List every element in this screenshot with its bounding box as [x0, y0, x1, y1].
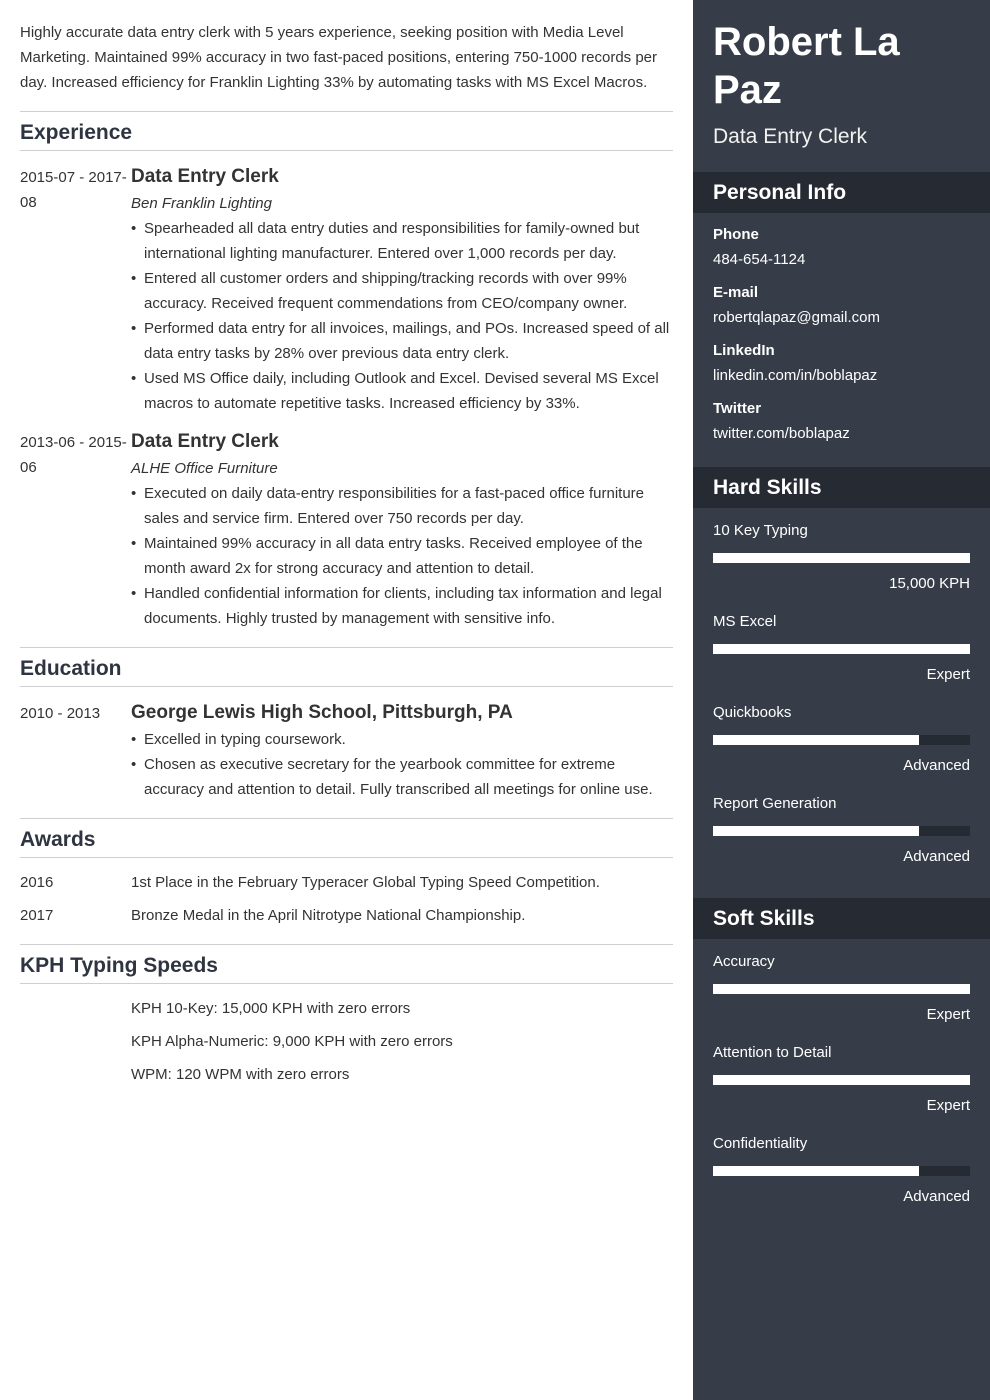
skill-bar [713, 1075, 970, 1085]
kph-text: KPH 10-Key: 15,000 KPH with zero errors [131, 1000, 411, 1017]
skill-level: Advanced [903, 1188, 970, 1205]
bullet-item: • Spearheaded all data entry duties and responsibilities for family-owned but international lighting manufacturer. Entered over 1,000 records per day. [131, 216, 673, 266]
soft-skills-heading: Soft Skills [693, 898, 990, 939]
skill-bar-fill [713, 1075, 970, 1085]
bullet-item: • Used MS Office daily, including Outlook and Excel. Devised several MS Excel macros to automate repetitive tasks. Increased efficiency by 33%. [131, 366, 673, 416]
skill-bar-fill [713, 735, 919, 745]
skill-name: 10 Key Typing [713, 522, 808, 539]
education-heading: Education [20, 648, 673, 687]
bullet-item: • Maintained 99% accuracy in all data entry tasks. Received employee of the month award 2x for strong accuracy and attention to detail. [131, 531, 673, 581]
bullet-item: • Excelled in typing coursework. [131, 727, 673, 752]
skill-item [713, 1042, 970, 1117]
summary: Highly accurate data entry clerk with 5 years experience, seeking position with Media Level Marketing. Maintained 99% accuracy in two fast-paced positions, entering 750-1000 records per day. Increased efficiency for Franklin Lighting 33% by automating tasks with MS Excel Macros. [20, 24, 658, 91]
email-value[interactable]: robertqlapaz@gmail.com [713, 309, 880, 326]
experience-date: 2015-07 - 2017-08 [20, 169, 127, 211]
skill-level: Expert [926, 1097, 970, 1114]
skill-level: 15,000 KPH [889, 575, 970, 592]
candidate-role: Data Entry Clerk [713, 125, 868, 148]
skill-name: MS Excel [713, 613, 777, 630]
skill-bar [713, 735, 970, 745]
skill-level: Expert [926, 1006, 970, 1023]
info-label: Twitter [713, 400, 762, 417]
experience-entry [20, 165, 673, 416]
skill-name: Attention to Detail [713, 1044, 832, 1061]
skill-item [713, 611, 970, 686]
skill-bar-fill [713, 826, 919, 836]
award-text: 1st Place in the February Typeracer Global Typing Speed Competition. [131, 874, 600, 891]
skill-bar [713, 984, 970, 994]
info-label: LinkedIn [713, 342, 775, 359]
skill-name: Confidentiality [713, 1135, 808, 1152]
bullet-item: • Entered all customer orders and shipping/tracking records with over 99% accuracy. Received frequent commendations from CEO/company owner. [131, 266, 673, 316]
experience-entry [20, 430, 673, 631]
skill-bar-fill [713, 1166, 919, 1176]
skill-bar [713, 1166, 970, 1176]
award-text: Bronze Medal in the April Nitrotype National Championship. [131, 907, 526, 924]
hard-skills-heading: Hard Skills [693, 467, 990, 508]
twitter-value[interactable]: twitter.com/boblapaz [713, 425, 850, 442]
bullet-item: • Executed on daily data-entry responsibilities for a fast-paced office furniture sales and service firm. Entered over 750 records per day. [131, 481, 673, 531]
bullet-item: • Handled confidential information for clients, including tax information and legal documents. Highly trusted by management with sensitive info. [131, 581, 673, 631]
info-label: Phone [713, 226, 759, 243]
skill-bar-fill [713, 553, 970, 563]
education-section [20, 647, 673, 802]
job-title: Data Entry Clerk [131, 431, 279, 452]
education-date: 2010 - 2013 [20, 705, 101, 722]
skill-name: Accuracy [713, 953, 775, 970]
skill-item [713, 520, 970, 595]
skill-bar-fill [713, 644, 970, 654]
personal-info-heading: Personal Info [693, 172, 990, 213]
skill-item [713, 951, 970, 1026]
skill-level: Expert [926, 666, 970, 683]
awards-heading: Awards [20, 819, 673, 858]
award-row [20, 870, 673, 895]
skill-item [713, 1133, 970, 1208]
bullet-item: • Performed data entry for all invoices, mailings, and POs. Increased speed of all data entry tasks by 28% over previous data entry clerk. [131, 316, 673, 366]
phone-value: 484-654-1124 [713, 251, 806, 268]
job-title: Data Entry Clerk [131, 166, 279, 187]
company-name: Ben Franklin Lighting [131, 195, 272, 212]
kph-heading: KPH Typing Speeds [20, 945, 673, 984]
skill-name: Quickbooks [713, 704, 792, 721]
skill-bar [713, 553, 970, 563]
school-name: George Lewis High School, Pittsburgh, PA [131, 702, 513, 723]
candidate-name: Robert La Paz [713, 20, 900, 112]
company-name: ALHE Office Furniture [131, 460, 278, 477]
experience-heading: Experience [20, 112, 673, 151]
education-entry [20, 701, 673, 802]
bullet-item: • Chosen as executive secretary for the yearbook committee for extreme accuracy and attention to detail. Fully transcribed all meetings for online use. [131, 752, 673, 802]
experience-section [20, 111, 673, 631]
linkedin-value[interactable]: linkedin.com/in/boblapaz [713, 367, 878, 384]
award-year: 2017 [20, 907, 54, 924]
info-label: E-mail [713, 284, 759, 301]
skill-bar [713, 826, 970, 836]
skill-item [713, 793, 970, 868]
kph-row [20, 996, 673, 1021]
skill-item [713, 702, 970, 777]
experience-date: 2013-06 - 2015-06 [20, 434, 127, 476]
skill-bar-fill [713, 984, 970, 994]
kph-section [20, 944, 673, 1087]
awards-section [20, 818, 673, 928]
kph-text: WPM: 120 WPM with zero errors [131, 1066, 350, 1083]
kph-row [20, 1062, 673, 1087]
skill-level: Advanced [903, 757, 970, 774]
resume-sidebar [693, 0, 990, 1400]
award-row [20, 903, 673, 928]
skill-name: Report Generation [713, 795, 837, 812]
award-year: 2016 [20, 874, 54, 891]
kph-row [20, 1029, 673, 1054]
personal-info [693, 213, 990, 467]
skill-level: Advanced [903, 848, 970, 865]
soft-skills-list [693, 939, 990, 1238]
skill-bar [713, 644, 970, 654]
hard-skills-list [693, 508, 990, 898]
kph-text: KPH Alpha-Numeric: 9,000 KPH with zero errors [131, 1033, 453, 1050]
